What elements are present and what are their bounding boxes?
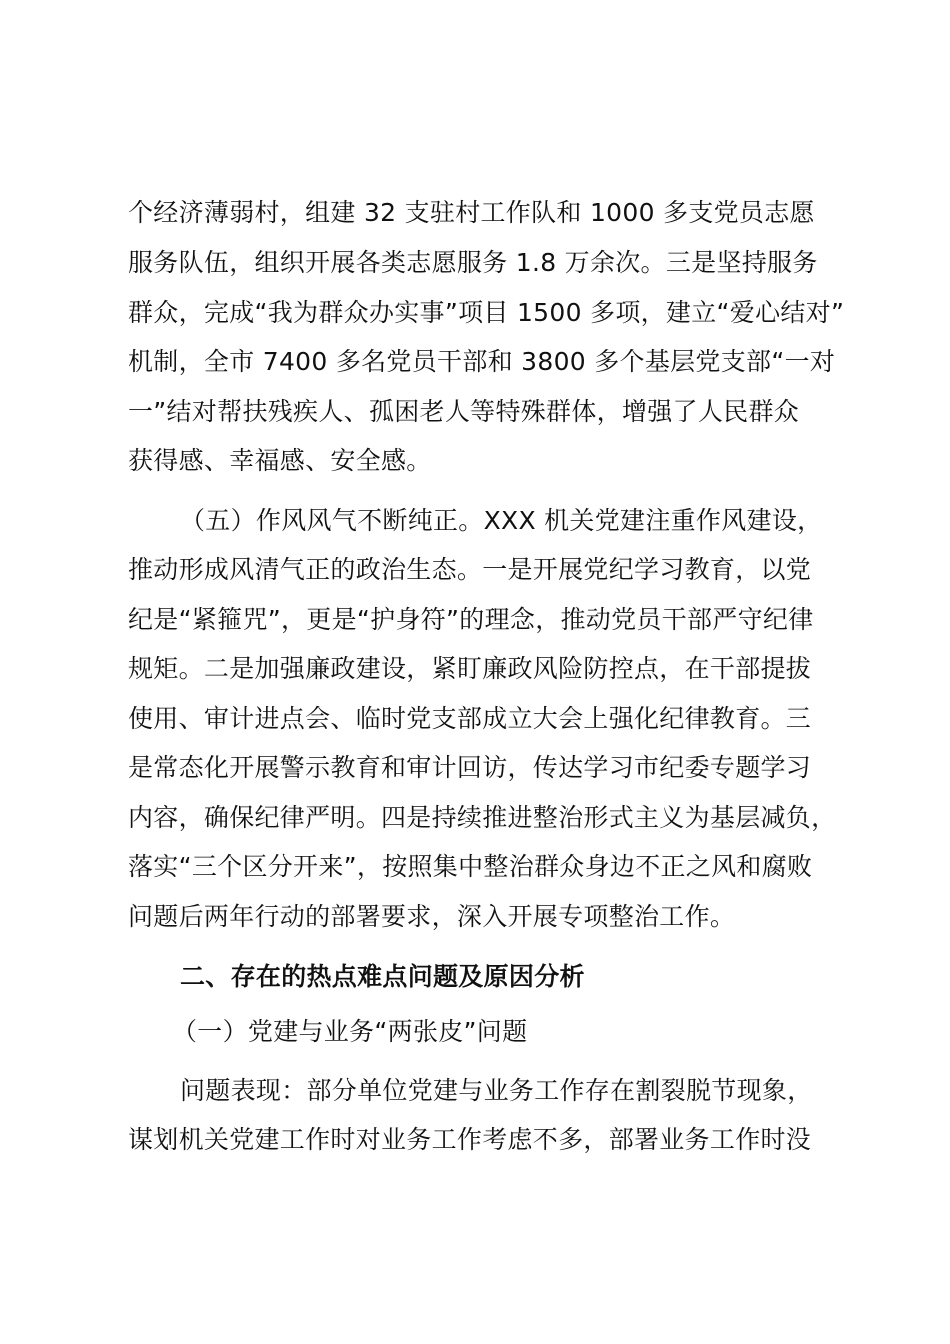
subsection-heading: （一）党建与业务“两张皮”问题 — [172, 1017, 528, 1046]
text-line: 纪是“紧箍咒”，更是“护身符”的理念，推动党员干部严守纪律 — [128, 605, 814, 634]
text-line: 落实“三个区分开来”，按照集中整治群众身边不正之风和腐败 — [128, 852, 813, 881]
text-line: 推动形成风清气正的政治生态。一是开展党纪学习教育，以党 — [128, 555, 812, 584]
text-line: 谋划机关党建工作时对业务工作考虑不多，部署业务工作时没 — [128, 1125, 812, 1154]
text-line: 机制，全市 7400 多名党员干部和 3800 多个基层党支部“一对 — [128, 347, 836, 376]
text-line: 规矩。二是加强廉政建设，紧盯廉政风险防控点，在干部提拔 — [128, 654, 812, 683]
text-line: 个经济薄弱村，组建 32 支驻村工作队和 1000 多支党员志愿 — [128, 198, 815, 227]
text-line: 使用、审计进点会、临时党支部成立大会上强化纪律教育。三 — [128, 704, 812, 733]
text-line: 获得感、幸福感、安全感。 — [128, 446, 432, 475]
text-line: 问题后两年行动的部署要求，深入开展专项整治工作。 — [128, 902, 736, 931]
text-line: 问题表现：部分单位党建与业务工作存在割裂脱节现象， — [180, 1076, 813, 1105]
text-line: （五）作风风气不断纯正。XXX 机关党建注重作风建设， — [180, 506, 823, 535]
text-line: 一”结对帮扶残疾人、孤困老人等特殊群体，增强了人民群众 — [128, 397, 800, 426]
text-line: 服务队伍，组织开展各类志愿服务 1.8 万余次。三是坚持服务 — [128, 248, 818, 277]
text-line: 群众，完成“我为群众办实事”项目 1500 多项，建立“爱心结对” — [128, 298, 845, 327]
section-heading: 二、存在的热点难点问题及原因分析 — [180, 962, 585, 991]
text-line: 是常态化开展警示教育和审计回访，传达学习市纪委专题学习 — [128, 753, 812, 782]
text-line: 内容，确保纪律严明。四是持续推进整治形式主义为基层减负， — [128, 803, 837, 832]
